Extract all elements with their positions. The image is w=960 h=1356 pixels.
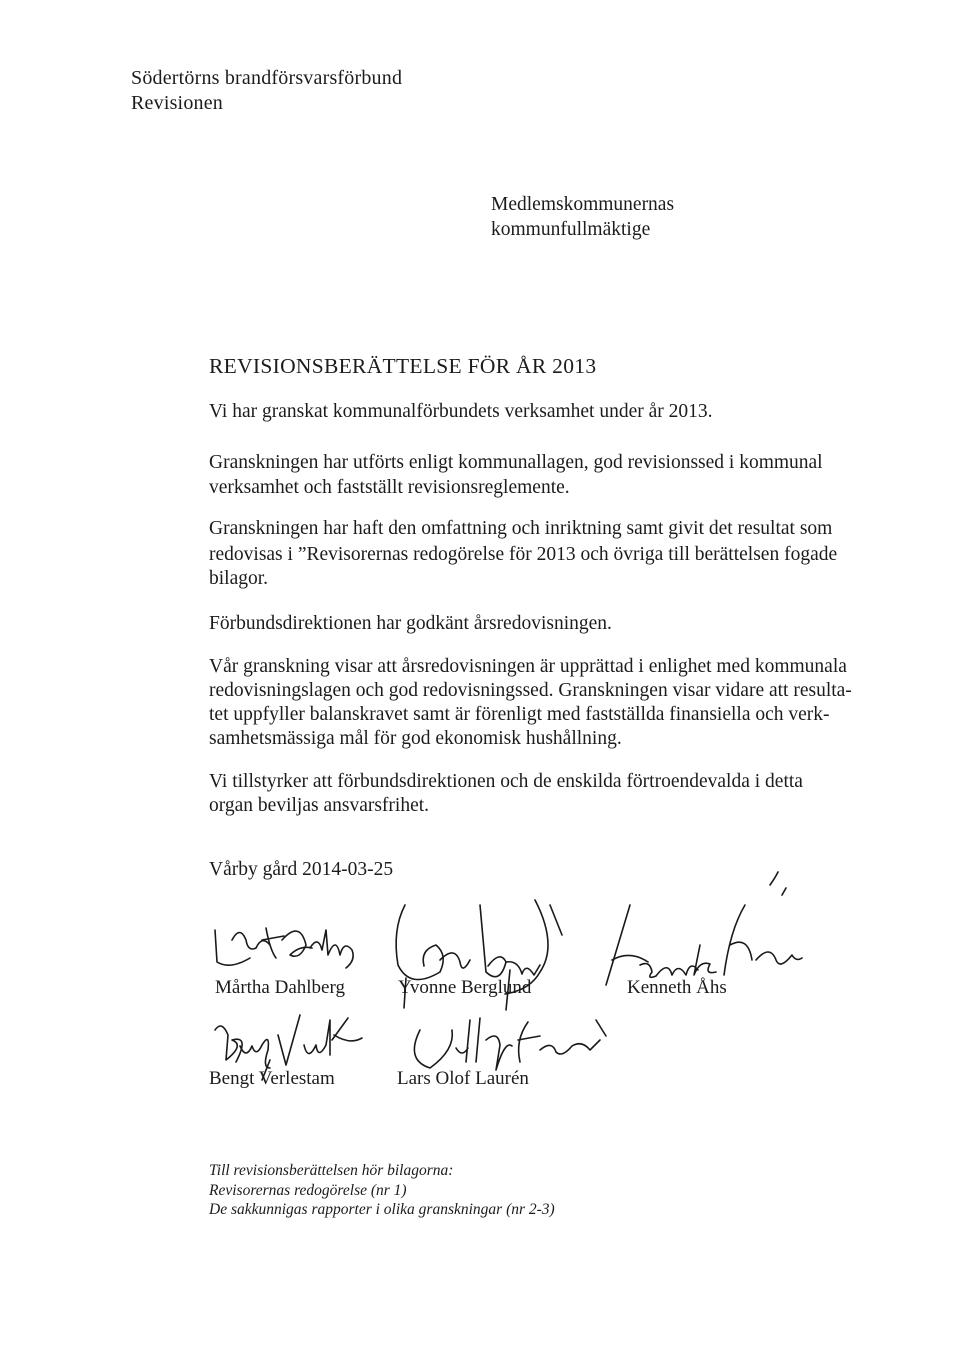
signer-name-1: Mårtha Dahlberg xyxy=(215,977,345,998)
paragraph-3-line-2: redovisas i ”Revisorernas redogörelse för 2013 och övriga till berättelsen fogade xyxy=(209,544,838,565)
paragraph-6-line-1: Vi tillstyrker att förbundsdirektionen och de enskilda förtroendevalda i detta xyxy=(209,771,803,792)
paragraph-2-line-1: Granskningen har utförts enligt kommunallagen, god revisionssed i kommunal xyxy=(209,452,823,473)
paragraph-4-line-1: Förbundsdirektionen har godkänt årsredovisningen. xyxy=(209,613,612,634)
attachment-2: De sakkunnigas rapporter i olika granskningar (nr 2-3) xyxy=(209,1201,555,1218)
paragraph-1-line-1: Vi har granskat kommunalförbundets verksamhet under år 2013. xyxy=(209,401,713,422)
paragraph-3-line-3: bilagor. xyxy=(209,568,269,589)
document-title: REVISIONSBERÄTTELSE FÖR ÅR 2013 xyxy=(209,354,597,378)
paragraph-6-line-2: organ beviljas ansvarsfrihet. xyxy=(209,795,430,816)
signature-dahlberg xyxy=(215,928,353,968)
organization-name: Södertörns brandförsvarsförbund xyxy=(131,67,403,89)
paragraph-5-line-4: samhetsmässiga mål för god ekonomisk hushållning. xyxy=(209,728,622,749)
signature-lauren xyxy=(414,1018,606,1070)
paragraph-5-line-1: Vår granskning visar att årsredovisningen är upprättad i enlighet med kommunala xyxy=(209,656,847,677)
signer-name-2: Yvonne Berglund xyxy=(398,977,532,998)
place-date: Vårby gård 2014-03-25 xyxy=(209,859,394,880)
paragraph-3-line-1: Granskningen har haft den omfattning och inriktning samt givit det resultat som xyxy=(209,518,833,539)
signer-name-3: Kenneth Åhs xyxy=(627,977,727,998)
recipient-line-1: Medlemskommunernas xyxy=(491,194,675,215)
paragraph-2-line-2: verksamhet och fastställt revisionsreglemente. xyxy=(209,477,570,498)
recipient-line-2: kommunfullmäktige xyxy=(491,219,651,240)
signature-ahs xyxy=(606,872,802,985)
paragraph-5-line-3: tet uppfyller balanskravet samt är förenligt med fastställda finansiella och verk- xyxy=(209,704,830,725)
attachments-intro: Till revisionsberättelsen hör bilagorna: xyxy=(209,1162,454,1179)
signer-name-4: Bengt Verlestam xyxy=(209,1068,335,1089)
department-name: Revisionen xyxy=(131,92,223,114)
signer-name-5: Lars Olof Laurén xyxy=(397,1068,529,1089)
paragraph-5-line-2: redovisningslagen och god redovisningssed. Granskningen visar vidare att resulta- xyxy=(209,680,852,701)
attachment-1: Revisorernas redogörelse (nr 1) xyxy=(209,1182,407,1199)
